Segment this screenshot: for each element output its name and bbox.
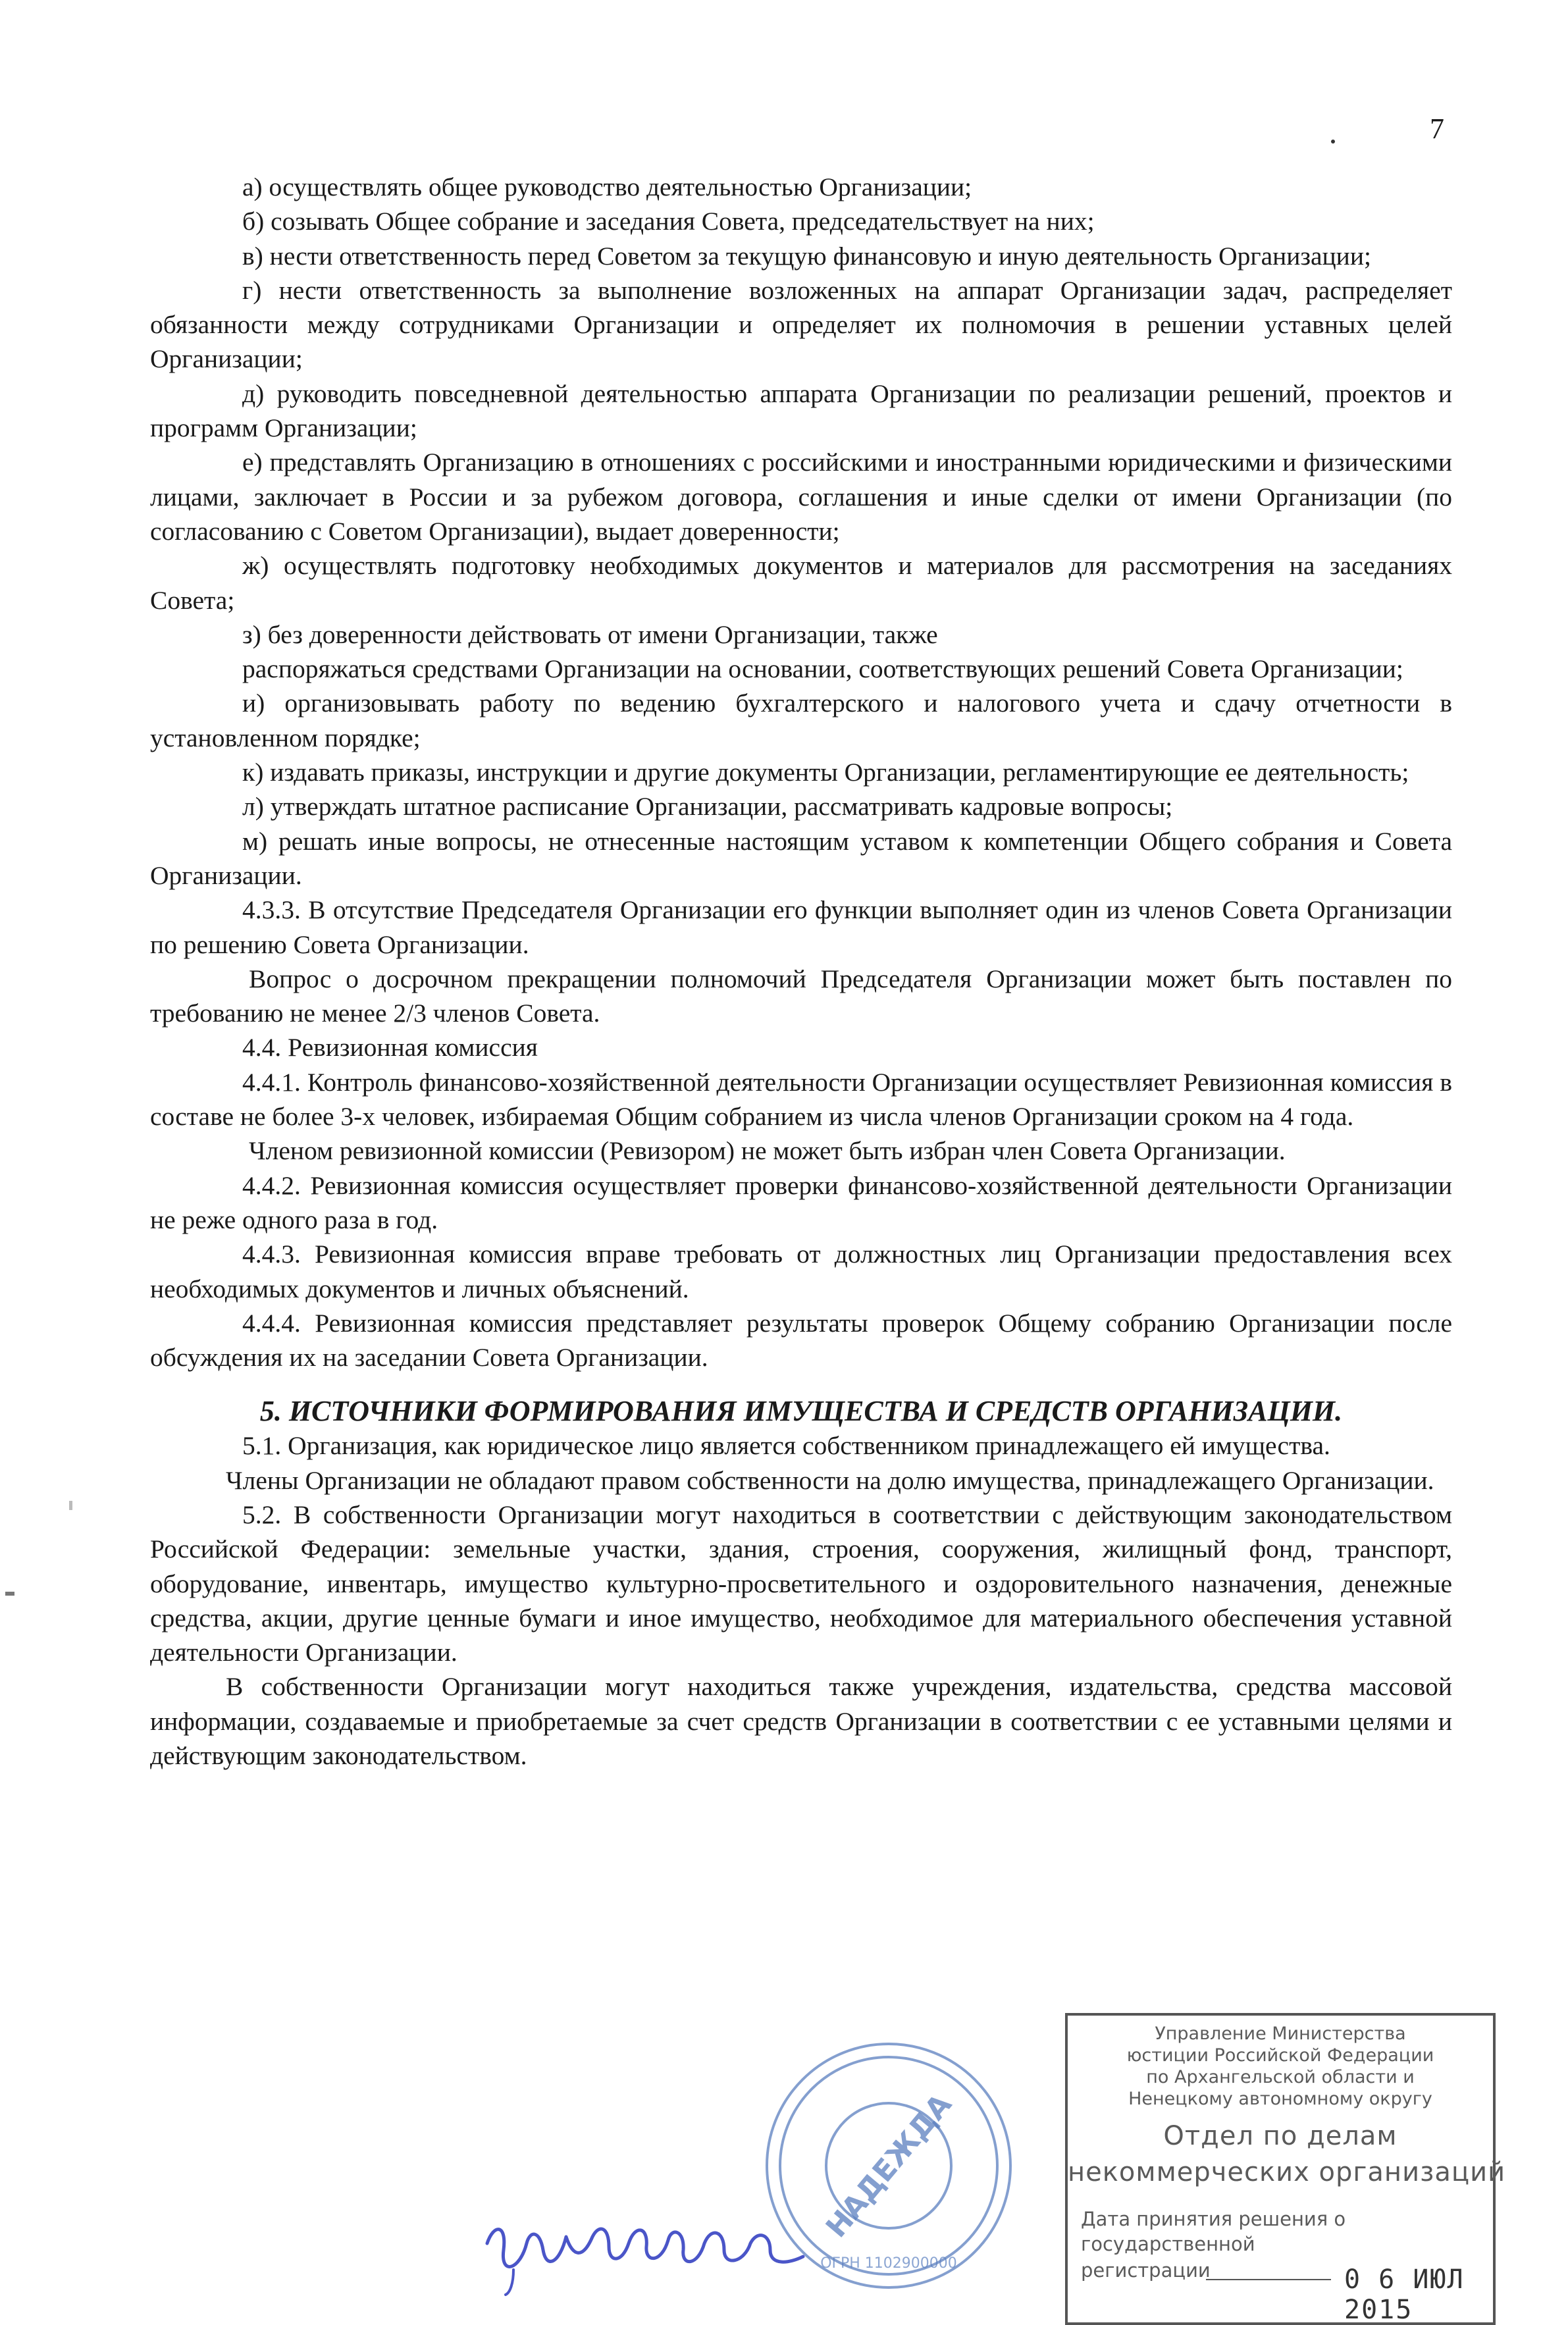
scan-artifact: [5, 1592, 14, 1596]
paragraph: ж) осуществлять подготовку необходимых документов и материалов для рассмотрения на заседаниях Совета;: [150, 551, 1452, 615]
stamp-line-region: по Архангельской области и: [1146, 2067, 1415, 2087]
section-spacer: [150, 1374, 1452, 1394]
paragraph: в) нести ответственность перед Советом за текущую финансовую и иную деятельность Организации;: [242, 241, 1371, 271]
paragraph: 4.4. Ревизионная комиссия: [242, 1033, 538, 1062]
stamp-line-date-label: Дата принятия решения о: [1081, 2208, 1346, 2230]
paragraph: Члены Организации не обладают правом собственности на долю имущества, принадлежащего Организации.: [226, 1465, 1434, 1495]
paragraph: 4.4.1. Контроль финансово-хозяйственной деятельности Организации осуществляет Ревизионная комиссия в составе не более 3-х человек, избираемая Общим собранием из числа членов Организации сроком на 4 года.: [150, 1067, 1452, 1132]
paragraph: 4.4.3. Ревизионная комиссия вправе требовать от должностных лиц Организации предоставления всех необходимых документов и личных объяснений.: [150, 1240, 1452, 1303]
paragraph: к) издавать приказы, инструкции и другие документы Организации, регламентирующие ее деятельность;: [242, 758, 1409, 787]
seal-center-text: НАДЕЖДА: [819, 2087, 958, 2245]
stamp-line-ministry: Управление Министерства: [1155, 2024, 1406, 2044]
paragraph: б) созывать Общее собрание и заседания Совета, председательствует на них;: [242, 207, 1095, 236]
stamp-line-state: государственной: [1081, 2233, 1255, 2255]
page-number: 7: [1430, 113, 1444, 145]
paragraph: В собственности Организации могут находиться также учреждения, издательства, средства массовой информации, создаваемые и приобретаемые за счет средств Организации в соответствии с ее уставными целями и действующим законодательством.: [150, 1672, 1452, 1771]
paragraph: 5.2. В собственности Организации могут находиться в соответствии с действующим законодательством Российской Федерации: земельные участки, здания, строения, сооружения, жилищный фонд, транспорт, оборудование, инвентарь, имущество культурно-просветительного и оздоровительного назначения, денежные средства, акции, другие ценные бумаги и иное имущество, необходимое для материального обеспечения уставной деятельности Организации.: [150, 1500, 1452, 1667]
paragraph: е) представлять Организацию в отношениях с российскими и иностранными юридическими и физическими лицами, заключает в России и за рубежом договора, соглашения и иные сделки от имени Организации (по согласованию с Советом Организации), выдает доверенности;: [150, 448, 1452, 546]
stamp-line-registration: регистрации: [1081, 2259, 1211, 2282]
stamp-line-nco: некоммерческих организаций: [1068, 2157, 1506, 2187]
stamp-line-district: Ненецкому автономному округу: [1128, 2089, 1432, 2109]
paragraph: д) руководить повседневной деятельностью аппарата Организации по реализации решений, проектов и программ Организации;: [150, 379, 1452, 443]
stamp-date-underline: [1206, 2279, 1331, 2280]
paragraph: л) утверждать штатное расписание Организации, рассматривать кадровые вопросы;: [242, 792, 1173, 822]
paragraph: 5.1. Организация, как юридическое лицо является собственником принадлежащего ей имущества.: [242, 1431, 1330, 1461]
paragraph: 4.4.2. Ревизионная комиссия осуществляет проверки финансово-хозяйственной деятельности Организации не реже одного раза в год.: [150, 1170, 1452, 1234]
stamp-date: 0 6 ИЮЛ 2015: [1344, 2264, 1465, 2325]
stamp-line-department: Отдел по делам: [1163, 2121, 1398, 2151]
paragraph: а) осуществлять общее руководство деятельностью Организации;: [242, 172, 972, 201]
paragraph: 4.3.3. В отсутствие Председателя Организации его функции выполняет один из членов Совета Организации по решению Совета Организации.: [150, 895, 1452, 959]
paragraph: Вопрос о досрочном прекращении полномочий Председателя Организации может быть поставлен по требованию не менее 2/3 членов Совета.: [150, 964, 1452, 1028]
paragraph: м) решать иные вопросы, не отнесенные настоящим уставом к компетенции Общего собрания и Совета Организации.: [150, 826, 1452, 890]
paragraph: з) без доверенности действовать от имени Организации, также: [242, 619, 938, 649]
paragraph: г) нести ответственность за выполнение возложенных на аппарат Организации задач, распределяет обязанности между сотрудниками Организации и определяет их полномочия в решении уставных целей Организации;: [150, 275, 1452, 374]
section-heading: 5. ИСТОЧНИКИ ФОРМИРОВАНИЯ ИМУЩЕСТВА И СРЕДСТВ ОРГАНИЗАЦИИ.: [259, 1395, 1343, 1428]
seal-ogrn-text: ОГРН 1102900000: [820, 2255, 957, 2272]
paragraph: и) организовывать работу по ведению бухгалтерского и налогового учета и сдачу отчетности в установленном порядке;: [150, 689, 1452, 752]
paragraph: Членом ревизионной комиссии (Ревизором) не может быть избран член Совета Организации.: [249, 1136, 1286, 1166]
paragraph: 4.4.4. Ревизионная комиссия представляет результаты проверок Общему собранию Организации после обсуждения их на заседании Совета Организации.: [150, 1308, 1452, 1372]
speck-mark: [1331, 140, 1335, 144]
scan-artifact: [69, 1501, 72, 1510]
handwritten-signature: [474, 2197, 829, 2296]
paragraph: распоряжаться средствами Организации на основании, соответствующих решений Совета Организации;: [242, 654, 1403, 684]
registration-stamp: [1065, 2013, 1506, 2325]
stamp-line-justice: юстиции Российской Федерации: [1126, 2045, 1434, 2066]
document-body: [150, 170, 1452, 1773]
